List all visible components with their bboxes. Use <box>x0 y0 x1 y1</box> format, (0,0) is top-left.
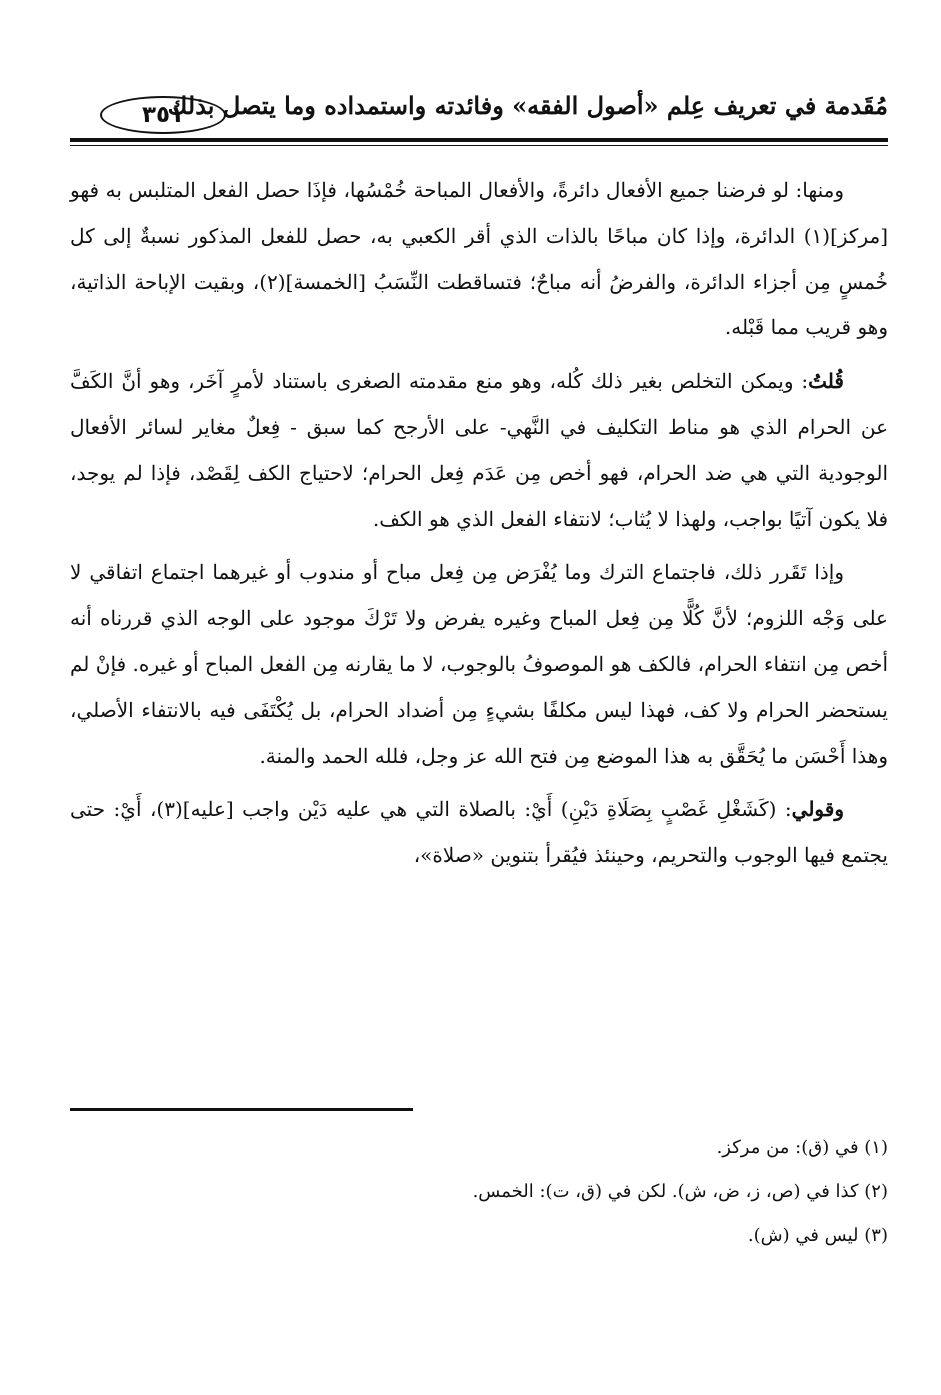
paragraph-lead: وقولي <box>791 797 844 822</box>
page-number: ٣٥١ <box>100 96 226 134</box>
footnote-2: (٢) كذا في (ص، ز، ض، ش). لكن في (ق، ت): الخمس. <box>472 1181 888 1202</box>
paragraph-1: ومنها: لو فرضنا جميع الأفعال دائرةً، والأفعال المباحة خُمْسُها، فإذَا حصل الفعل المتلبس به فهو [مركز](١) الدائرة، وإذا كان مباحًا بالذات الذي أقر الكعبي به، حصل للفعل المذكور نسبةٌ إلى كل خُمسٍ مِن أجزاء الدائرة، والفرضُ أنه مباحٌ؛ فتساقطت النِّسَبُ [الخمسة](٢)، وبقيت الإباحة الذاتية، وهو قريب مما قَبْله. <box>70 178 889 340</box>
page-header <box>70 78 888 134</box>
paragraph-4: وقولي: (كَشَغْلِ غَصْبٍ بِصَلَاةِ دَيْنِ) أَيْ: بالصلاة التي هي عليه دَيْن واجب [عليه](٣)، أَيْ: حتى يجتمع فيها الوجوب والتحريم، وحينئذ فيُقرأ بتنوين «صلاة»، <box>70 797 888 868</box>
footnote-separator <box>70 1108 413 1111</box>
paragraph-3: وإذا تَقَرر ذلك، فاجتماع الترك وما يُفْرَض مِن فِعل مباح أو مندوب أو غيرهما اجتماع اتفاقي لا على وَجْه اللزوم؛ لأنَّ كُلًّا مِن فِعل المباح وغيره يفرض ولا تَرْكَ موجود على الوجه الذي قررناه أنه أخص مِن انتفاء الحرام، فالكف هو الموصوفُ بالوجوب، لا ما يقارنه مِن الفعل المباح أو غيره. فإنْ لم يستحضر الحرام ولا كف، فهذا ليس مكلفًا بشيءٍ مِن أضداد الحرام، بل يُكْتَفَى فيه بالانتفاء الأصلي، وهذا أَحْسَن ما يُحَقَّق به هذا الموضع مِن فتح الله عز وجل، فلله الحمد والمنة. <box>70 560 888 768</box>
header-rule <box>70 138 888 142</box>
main-text <box>70 168 888 887</box>
footnote-3: (٣) ليس في (ش). <box>747 1225 888 1246</box>
footnotes <box>70 1126 888 1258</box>
header-rule-thin <box>70 145 888 146</box>
paragraph-lead: قُلتُ <box>808 369 844 394</box>
running-title: مُقَدمة في تعريف عِلم «أصول الفقه» وفائدته واستمداده وما يتصل بذلك <box>167 91 888 120</box>
footnote-1: (١) في (ق): من مركز. <box>716 1137 888 1158</box>
paragraph-2: قُلتُ: ويمكن التخلص بغير ذلك كُله، وهو منع مقدمته الصغرى باستناد لأمرٍ آخَر، وهو أنَّ الكَفَّ عن الحرام الذي هو مناط التكليف في النَّهي- على الأرجح كما سبق - فِعلٌ مغاير لسائر الأفعال الوجودية التي هي ضد الحرام، فهو أخص مِن عَدَم فِعل الحرام؛ لاحتياج الكف لِقَصْد، فإذا لم يوجد، فلا يكون آتيًا بواجب، ولهذا لا يُثاب؛ لانتفاء الفعل الذي هو الكف. <box>70 369 888 531</box>
book-page <box>70 78 889 1246</box>
